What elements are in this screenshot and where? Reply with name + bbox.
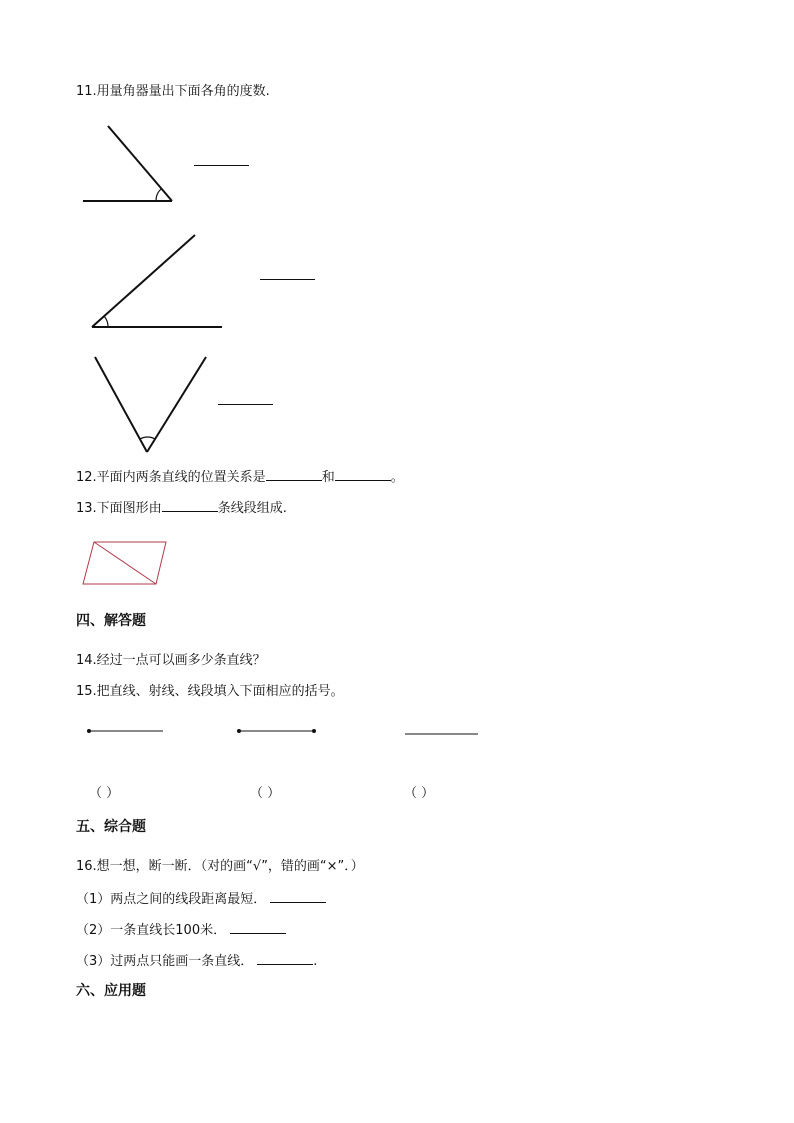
q15-bracket-3[interactable]: （ ） xyxy=(404,786,435,801)
angle-figure-3 xyxy=(95,357,206,452)
q12-blank-2[interactable] xyxy=(335,468,391,481)
line-figure-ray xyxy=(87,729,163,733)
q12-text-c: 。 xyxy=(390,470,404,485)
q13-blank[interactable] xyxy=(162,499,218,512)
section-6-title: 六、应用题 xyxy=(76,983,146,999)
q11-text: 11.用量角器量出下面各角的度数. xyxy=(76,84,270,99)
q16-item-1-blank[interactable] xyxy=(270,890,326,903)
q16-item-3-tail: . xyxy=(313,954,318,969)
q16-item-2-label: （2）一条直线长100米． xyxy=(76,923,227,938)
q12-text-b: 和 xyxy=(321,470,335,485)
q16-item-3 xyxy=(76,952,317,970)
q16-item-3-blank[interactable] xyxy=(257,952,313,965)
answer-blank-angle-3[interactable] xyxy=(218,404,273,405)
q13-line xyxy=(76,499,287,517)
q15-text: 15.把直线、射线、线段填入下面相应的括号。 xyxy=(76,684,344,699)
q12-line xyxy=(76,468,404,486)
q16-item-2-blank[interactable] xyxy=(230,921,286,934)
q16-item-1-label: （1）两点之间的线段距离最短． xyxy=(76,892,267,907)
q13-text-a: 13.下面图形由 xyxy=(76,501,162,516)
q16-text: 16.想一想，断一断．（对的画“√”，错的画“×”．） xyxy=(76,859,364,874)
parallelogram-figure xyxy=(83,542,166,584)
section-4-title: 四、解答题 xyxy=(76,613,146,629)
answer-blank-angle-2[interactable] xyxy=(260,279,315,280)
q14-text: 14.经过一点可以画多少条直线？ xyxy=(76,653,266,668)
q13-text-b: 条线段组成. xyxy=(217,501,287,516)
q15-bracket-1[interactable]: （ ） xyxy=(89,786,120,801)
q16-item-1 xyxy=(76,890,326,908)
angle-figure-1 xyxy=(83,126,172,201)
q12-text-a: 12.平面内两条直线的位置关系是 xyxy=(76,470,266,485)
section-5-title: 五、综合题 xyxy=(76,819,146,835)
angle-figure-2 xyxy=(92,235,222,327)
answer-blank-angle-1[interactable] xyxy=(194,165,249,166)
q15-bracket-2[interactable]: （ ） xyxy=(250,786,281,801)
line-figure-segment xyxy=(237,729,316,733)
q16-item-2 xyxy=(76,921,286,939)
q16-item-3-label: （3）过两点只能画一条直线． xyxy=(76,954,254,969)
q12-blank-1[interactable] xyxy=(266,468,322,481)
